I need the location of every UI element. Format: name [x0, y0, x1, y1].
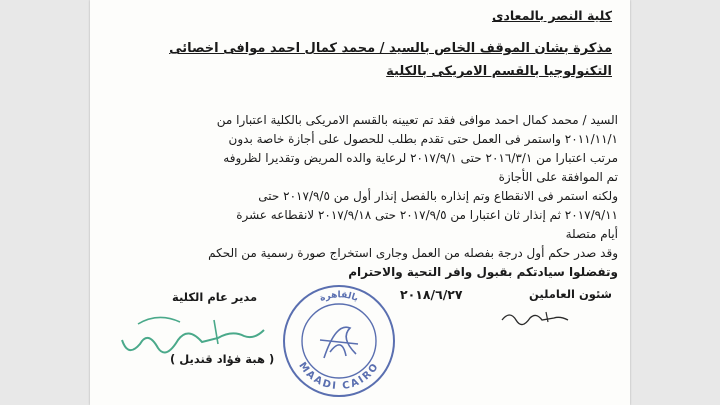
hr-label: شئون العاملين [529, 287, 612, 301]
body-line: ولكنه استمر فى الانقطاع وتم إنذاره بالفصل إنذار أول من ٢٠١٧/٩/٥ حتى [258, 189, 618, 203]
body-line: ٢٠١٧/٩/١١ ثم إنذار ثان اعتبارا من ٢٠١٧/٩/٥ حتى ٢٠١٧/٩/١٨ لانقطاعه عشرة [236, 208, 618, 222]
body-line: أيام متصلة [565, 227, 618, 241]
memo-title-line-1: مذكرة بشان الموقف الخاص بالسيد / محمد كمال احمد موافى اخصائى [169, 41, 612, 56]
body-line: تم الموافقة على الأجازة [498, 170, 618, 184]
director-title: مدير عام الكلية [172, 290, 258, 304]
college-name: كلية النصر بالمعادى [491, 8, 612, 23]
closing-line: وتفضلوا سيادتكم بقبول وافر التحية والاحترام [348, 265, 618, 279]
memo-date: ٢٠١٨/٦/٢٧ [400, 287, 463, 302]
seal-arabic-text: بالقاهرة [318, 290, 360, 304]
hr-signature-icon [498, 306, 578, 328]
director-signature-icon [118, 300, 268, 370]
director-name: ( هبة فؤاد قنديل ) [170, 352, 275, 366]
body-line: السيد / محمد كمال احمد موافى فقد تم تعيينه بالقسم الامريكى بالكلية اعتبارا من [216, 113, 618, 127]
svg-text:بالقاهرة [318, 290, 359, 304]
body-line: مرتب اعتبارا من ٢٠١٦/٣/١ حتى ٢٠١٧/٩/١ لرعاية والده المريض وتقديرا لظروفه [223, 151, 618, 165]
body-line: وقد صدر حكم أول درجة بفصله من العمل وجارى استخراج صورة رسمية من الحكم [208, 246, 618, 260]
memo-title-line-2: التكنولوجيا بالقسم الامريكى بالكلية [386, 64, 612, 79]
document-page [90, 0, 630, 405]
college-seal-icon [280, 282, 398, 400]
body-line: ٢٠١١/١١/١ واستمر فى العمل حتى تقدم بطلب للحصول على أجازة خاصة بدون [228, 132, 618, 146]
seal-latin-text: MAADI CAIRO [296, 360, 382, 393]
